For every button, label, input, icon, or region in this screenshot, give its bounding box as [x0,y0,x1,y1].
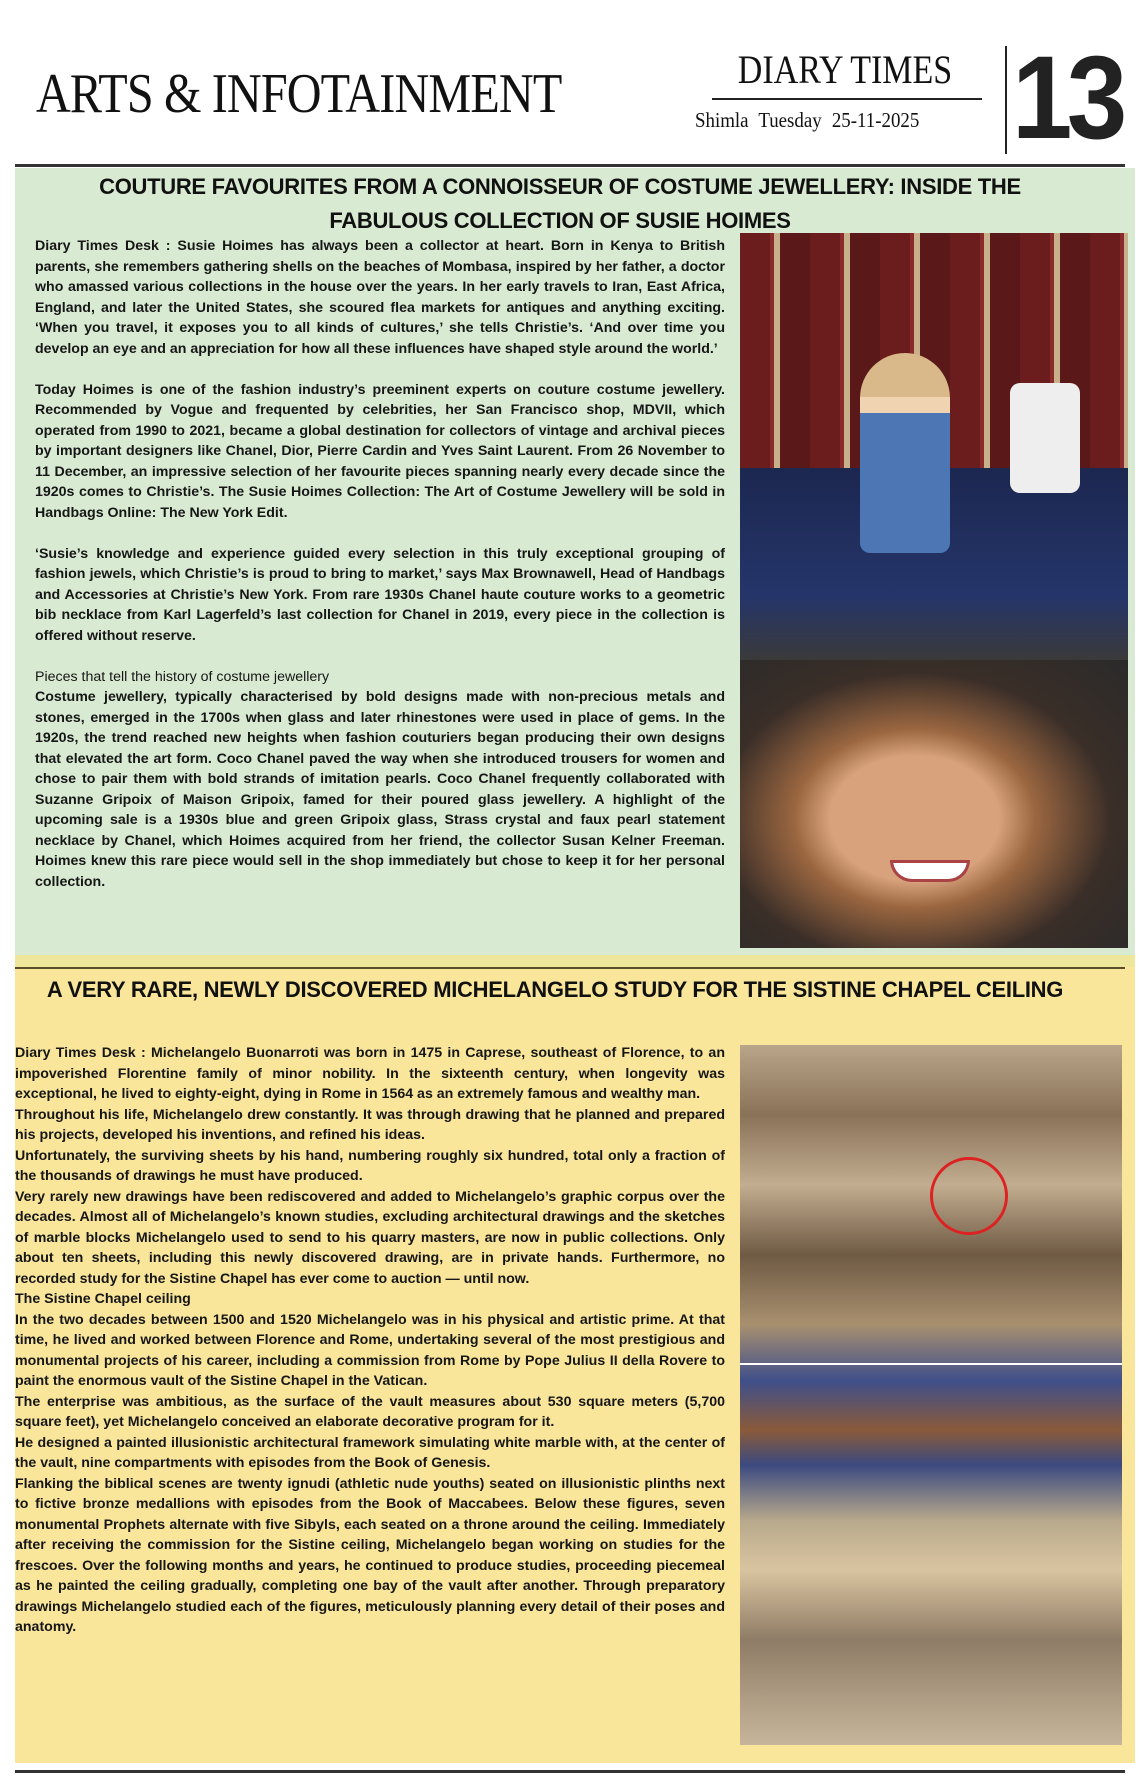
article-costume-jewellery [15,168,1135,955]
highlight-circle [930,1157,1008,1235]
photo-collector-in-library [740,233,1128,660]
photo-portrait [740,660,1128,948]
photo-smile [890,860,970,882]
paragraph: Diary Times Desk : Susie Hoimes has always been a collector at heart. Born in Kenya to British parents, she remembers gathering shells on the beaches of Mombasa, inspired by her father, a doctor who amassed various collections in the house over the years. In her early travels to Iran, East Africa, England, and later the United States, she scoured flea markets for antiques and anything exciting. ‘When you travel, it exposes you to all kinds of cultures,’ she tells Christie’s. ‘And over time you develop an eye and an appreciation for how all these influences have shaped style around the world.’ [35,238,725,357]
paragraph: ‘Susie’s knowledge and experience guided every selection in this truly exceptional grouping of fashion jewels, which Christie’s is proud to bring to market,’ says Max Brownawell, Head of Handbags and Accessories at Christie’s New York. From rare 1930s Chanel haute couture works to a geometric bib necklace from Karl Lagerfeld’s last collection for Chanel in 2019, every piece in the collection is offered without reserve. [35,545,725,644]
paragraph: Unfortunately, the surviving sheets by his hand, numbering roughly six hundred, total only a fraction of the thousands of drawings he must have produced. [15,1147,725,1184]
paragraph: Flanking the biblical scenes are twenty ignudi (athletic nude youths) seated on illusionistic plinths next to fictive bronze medallions with episodes from the Book of Maccabees. Below these figures, seven monumental Prophets alternate with five Sibyls, each seated on a throne around the ceiling. Immediately after receiving the commission for the Sistine ceiling, Michelangelo began working on studies for the frescoes. Over the following months and years, he continued to produce studies, proceeding piecemeal as he painted the ceiling gradually, completing one bay of the vault after another. Through preparatory drawings Michelangelo studied each of the figures, meticulously planning every detail of their poses and anatomy. [15,1475,725,1635]
paragraph: In the two decades between 1500 and 1520 Michelangelo was in his physical and artistic prime. At that time, he lived and worked between Florence and Rome, undertaking several of the most prestigious and monumental projects of his career, including a commission from Rome by Pope Julius II della Rovere to paint the enormous vault of the Sistine Chapel in the Vatican. [15,1311,725,1389]
photo-divider [740,1363,1122,1365]
paragraph: The enterprise was ambitious, as the surface of the vault measures about 530 square meters (5,700 square feet), yet Michelangelo conceived an elaborate decorative program for it. [15,1393,725,1430]
masthead-divider [1005,46,1007,154]
paragraph: Diary Times Desk : Michelangelo Buonarroti was born in 1475 in Caprese, southeast of Florence, to an impoverished Florentine family of minor nobility. In the sixteenth century, when longevity was exceptional, he lived to eighty-eight, dying in Rome in 1564 as an extremely famous and wealthy man. [15,1045,725,1102]
article-headline: A VERY RARE, NEWLY DISCOVERED MICHELANGELO STUDY FOR THE SISTINE CHAPEL CEILING [46,977,1064,1002]
article-michelangelo [15,955,1135,1763]
paragraph: He designed a painted illusionistic architectural framework simulating white marble with, at the center of the vault, nine compartments with episodes from the Book of Genesis. [15,1434,725,1471]
dateline: Shimla Tuesday 25-11-2025 [695,108,920,132]
section-rule [15,967,1125,969]
section-title: ARTS & INFOTAINMENT [36,63,562,125]
photo-sistine-chapel [740,1045,1122,1745]
article-body [15,1043,725,1638]
paragraph: Today Hoimes is one of the fashion industry’s preeminent experts on couture costume jewellery. Recommended by Vogue and frequented by celebrities, her San Francisco shop, MDVII, which operated from 1990 to 2021, became a global destination for collectors of vintage and archival pieces by important designers like Chanel, Dior, Pierre Cardin and Yves Saint Laurent. From 26 November to 11 December, an impressive selection of her favourite pieces spanning nearly every decade since the 1920s comes to Christie’s. The Susie Hoimes Collection: The Art of Costume Jewellery will be sold in Handbags Online: The New York Edit. [35,381,725,521]
section-strip [15,955,1135,967]
photo-figure [860,353,950,553]
article-body [35,236,725,913]
masthead-rule [712,98,982,100]
paragraph: Throughout his life, Michelangelo drew constantly. It was through drawing that he planned and prepared his projects, developed his inventions, and refined his ideas. [15,1106,725,1143]
page-number: 13 [1012,32,1122,164]
photo-vase [1010,383,1080,493]
bottom-rule [15,1770,1125,1773]
subheading: The Sistine Chapel ceiling [15,1291,191,1307]
paragraph: Very rarely new drawings have been rediscovered and added to Michelangelo’s graphic corpus over the decades. Almost all of Michelangelo’s known studies, excluding architectural drawings and the sketches of marble blocks Michelangelo used to send to his quarry masters, are now in public collections. Only about ten sheets, including this newly discovered drawing, are in private hands. Furthermore, no recorded study for the Sistine Chapel has ever come to auction — until now. [15,1188,725,1287]
paragraph: Costume jewellery, typically characterised by bold designs made with non-precious metals and stones, emerged in the 1700s when glass and later rhinestones were used in place of gems. In the 1920s, the trend reached new heights when fashion couturiers began producing their own designs that elevated the art form. Coco Chanel paved the way when she introduced trousers for women and chose to pair them with bold strands of imitation pearls. Coco Chanel frequently collaborated with Suzanne Gripoix of Maison Gripoix, famed for their poured glass jewellery. A highlight of the upcoming sale is a 1930s blue and green Gripoix glass, Strass crystal and faux pearl statement necklace by Chanel, which Hoimes acquired from her friend, the collector Susan Kelner Freeman. Hoimes knew this rare piece would sell in the shop immediately but chose to keep it for her personal collection. [35,689,725,890]
top-rule [15,164,1125,167]
subheading: Pieces that tell the history of costume jewellery [35,668,330,685]
newspaper-name: DIARY TIMES [737,47,953,92]
article-headline: COUTURE FAVOURITES FROM A CONNOISSEUR OF COSTUME JEWELLERY: INSIDE THE FABULOUS COLLECTION OF SUSIE HOIMES [99,174,1021,233]
